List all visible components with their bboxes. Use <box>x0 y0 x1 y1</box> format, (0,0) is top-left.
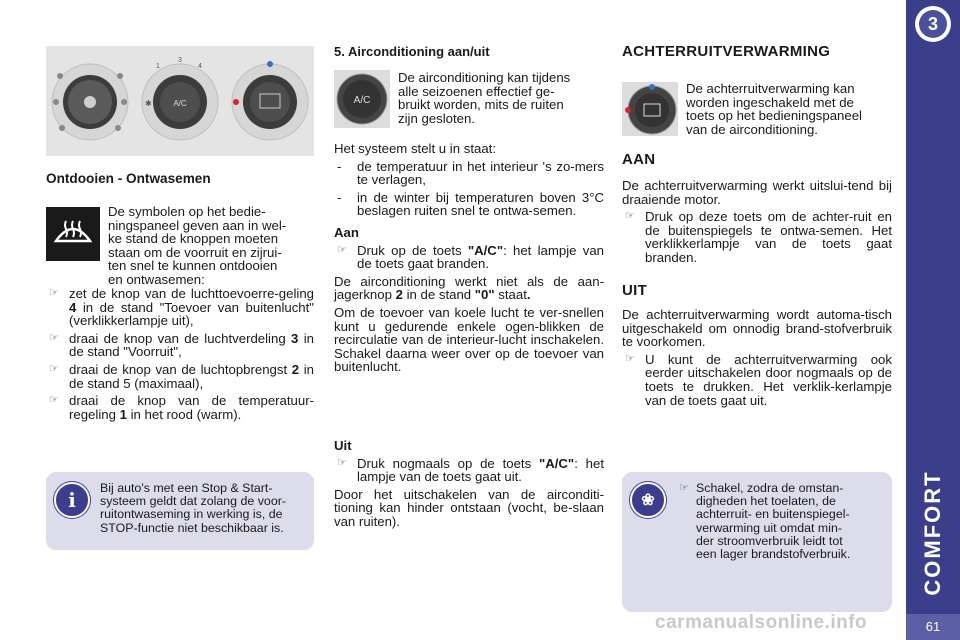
watermark: carmanualsonline.info <box>655 612 868 633</box>
ac-note: De airconditioning werkt niet als de aan-jagerknop 2 in de stand "0" staat. <box>334 273 604 303</box>
ac-knob-illustration <box>334 70 390 128</box>
bullet-icon: ☞ <box>49 394 59 407</box>
bullet-icon: ☞ <box>337 456 347 469</box>
rear-heat-photo <box>622 82 678 136</box>
defrost-heading: Ontdooien - Ontwasemen <box>46 171 211 186</box>
list-item: ☞ draai de knop van de temperatuur-regeling 1 in het rood (warm). <box>49 393 314 422</box>
list-item: ☞ Druk op deze toets om de achter-ruit en de buitenspiegels te ontwa-semen. Het verklikkerlampje van de toets gaat branden. <box>625 209 892 265</box>
bullet-icon: ☞ <box>679 482 689 494</box>
ac-intro: De airconditioning kan tijdens alle seizoenen effectief ge- bruikt worden, mits de ruiten zijn gesloten. <box>398 70 571 126</box>
rear-aan-text: De achterruitverwarming werkt uitslui-tend bij draaiende motor. <box>622 178 892 207</box>
uit-title: Uit <box>334 438 352 453</box>
bullet-icon: ☞ <box>337 243 347 256</box>
svg-text:A/C: A/C <box>173 99 187 108</box>
defrost-intro <box>108 205 314 287</box>
info-text: Bij auto's met een Stop & Start- systeem geldt dat zolang de voor- ruitontwaseming in werking is, de STOP-functie niet beschikbaar is. <box>100 481 286 535</box>
svg-text:3: 3 <box>178 57 182 64</box>
intro-line: en ontwasemen: <box>108 271 205 287</box>
stop-start-info-box <box>46 472 314 550</box>
svg-text:4: 4 <box>198 63 202 70</box>
intro-line: De symbolen op het bedie- <box>108 204 266 219</box>
info-icon: i <box>54 482 90 518</box>
chapter-label: COMFORT <box>920 470 945 596</box>
rear-uit-section <box>622 308 892 407</box>
bullet-icon: ☞ <box>625 352 635 365</box>
list-item: ☞ Druk op de toets "A/C": het lampje van de toets gaat branden. <box>337 242 604 272</box>
rear-uit-title: UIT <box>622 282 648 299</box>
list-item: ☞ zet de knop van de luchttoevoerre-geling 4 in de stand "Toevoer van buitenlucht" (verklikkerlampje uit), <box>49 286 314 329</box>
defrost-icon <box>46 207 100 261</box>
intro-line: staan om de voorruit en zijrui- <box>108 244 282 260</box>
list-item: ☞ draai de knop van de luchtverdeling 3 in de stand "Voorruit", <box>49 330 314 360</box>
windshield-defrost-icon <box>46 207 100 261</box>
bullet-icon: ☞ <box>625 210 635 223</box>
rear-heat-intro: De achterruitverwarming kan worden ingeschakeld met de toets op het bedieningspaneel van de airconditioning. <box>686 81 862 137</box>
rear-heat-heading: ACHTERRUITVERWARMING <box>622 43 831 60</box>
list-item: - de temperatuur in het interieur 's zo-mers te verlagen, <box>337 158 604 188</box>
chapter-label-wrap <box>908 470 958 600</box>
page-number: 61 <box>906 614 960 640</box>
eco-info-box <box>622 472 892 612</box>
bullet-icon: ☞ <box>49 331 59 344</box>
ac-off-section <box>334 439 604 529</box>
aan-title: Aan <box>334 224 359 240</box>
rear-heat-knob-illustration <box>622 82 678 136</box>
chapter-number: 3 <box>919 10 947 38</box>
eco-leaf-icon: ❀ <box>630 482 666 518</box>
svg-text:1: 1 <box>156 63 160 70</box>
ac-note: Om de toevoer van koele lucht te ver-snellen kunt u gedurende enkele ogen-blikken de recirculatie van de interieur-lucht inschakelen. Schakel daarna weer over op de toevoer van buitenlucht. <box>334 304 604 375</box>
defrost-bullets <box>46 287 314 421</box>
intro-line: ke stand de knoppen moeten <box>108 231 279 247</box>
list-item: ☞ draai de knop van de luchtopbrengst 2 in de stand 5 (maximaal), <box>49 361 314 391</box>
svg-text:A/C: A/C <box>353 95 371 106</box>
list-item: - in de winter bij temperaturen boven 3°C beslagen ruiten snel te ontwa-semen. <box>337 189 604 219</box>
control-panel-photo <box>46 46 314 156</box>
svg-text:✱: ✱ <box>145 99 152 108</box>
list-item: ☞ Druk nogmaals op de toets "A/C": het lampje van de toets gaat uit. <box>337 455 604 485</box>
intro-line: ningspaneel geven aan in wel- <box>108 217 287 233</box>
bullet-icon: ☞ <box>49 287 59 299</box>
intro-line: ten snel te kunnen ontdooien <box>108 258 278 274</box>
rear-uit-text: De achterruitverwarming wordt automa-tisch uitgeschakeld om onnodig brand-stofverbruik te voorkomen. <box>622 307 892 350</box>
ac-note: Door het uitschakelen van de airconditi-tioning kan hinder ontstaan (vocht, be-slaan van ruiten). <box>334 486 604 529</box>
control-panel-illustration <box>46 46 314 156</box>
ac-button-photo <box>334 70 390 128</box>
stops-intro: Het systeem stelt u in staat: <box>334 141 496 156</box>
rear-aan-section <box>622 179 892 265</box>
ac-body <box>334 142 604 374</box>
list-item: ☞ U kunt de achterruitverwarming ook eerder uitschakelen door nogmaals op de toets te drukken. Het verklik-kerlampje van de toets gaat uit. <box>625 351 892 408</box>
ac-heading: 5. Airconditioning aan/uit <box>334 44 490 59</box>
eco-text: ☞ Schakel, zodra de omstan- digheden het toelaten, de achterruit- en buitenspiegel- verwarming uit omdat min- der stroomverbruik leidt tot een lager brandstofverbruik. <box>679 481 851 562</box>
bullet-icon: ☞ <box>49 362 59 375</box>
rear-aan-title: AAN <box>622 151 656 168</box>
